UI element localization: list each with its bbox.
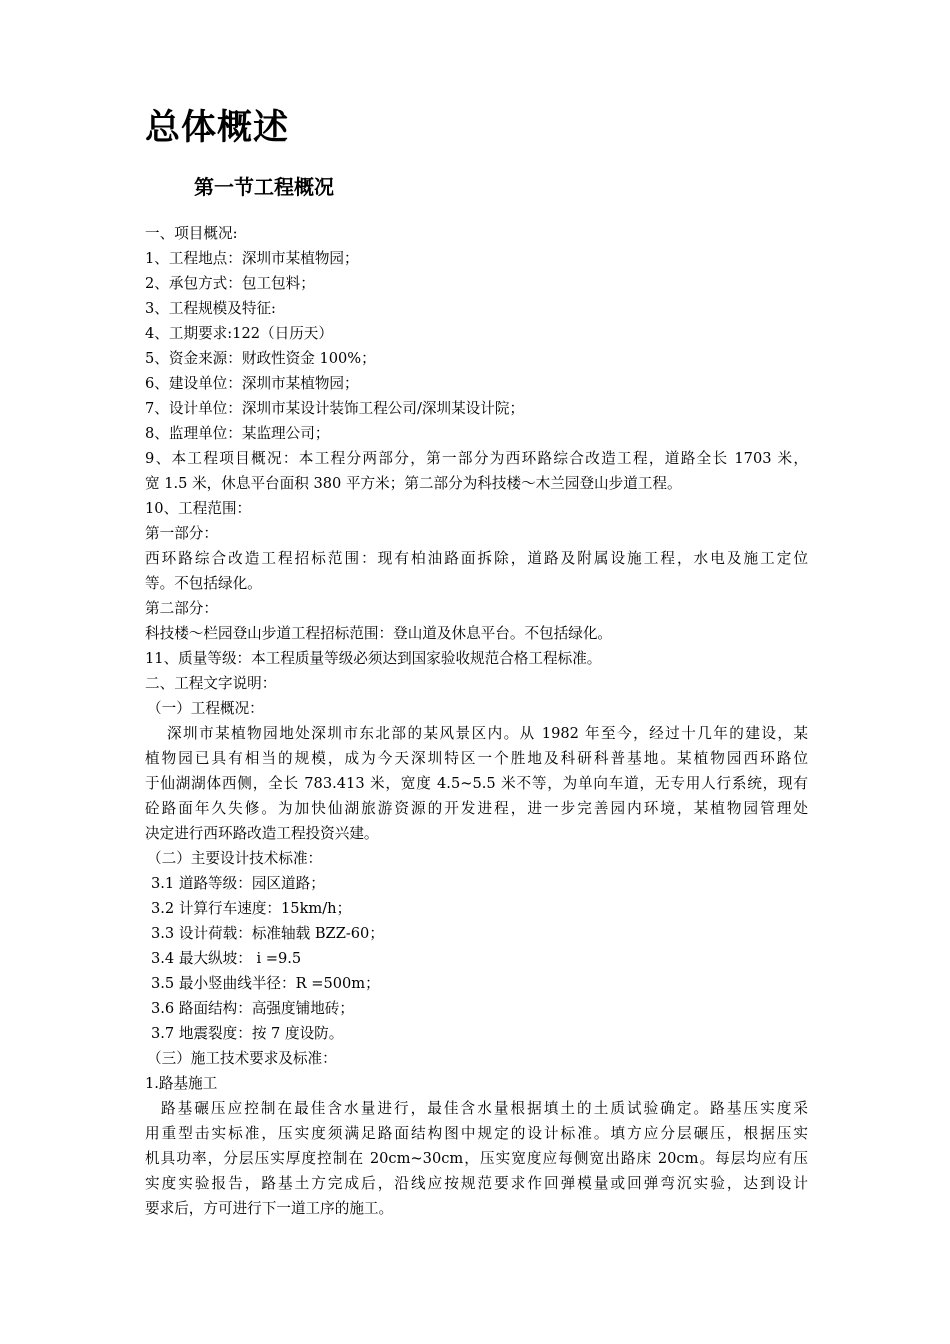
text-line: 植物园已具有相当的规模，成为今天深圳特区一个胜地及科研科普基地。某植物园西环路位 <box>145 750 808 767</box>
document-body <box>145 221 808 1221</box>
text-line: 于仙湖湖体西侧，全长 783.413 米，宽度 4.5~5.5 米不等，为单向车道，无专用人行系统，现有 <box>145 775 808 792</box>
text-line: 宽 1.5 米，休息平台面积 380 平方米；第二部分为科技楼～木兰园登山步道工程。 <box>145 475 682 492</box>
text-line: 8、监理单位：某监理公司； <box>145 425 330 442</box>
text-line: 5、资金来源：财政性资金 100%； <box>145 350 376 367</box>
text-line: （三）施工技术要求及标准： <box>147 1050 337 1067</box>
text-line: 6、建设单位：深圳市某植物园； <box>145 375 359 392</box>
text-line: 第一部分： <box>145 525 218 542</box>
text-line: 西环路综合改造工程招标范围：现有柏油路面拆除，道路及附属设施工程，水电及施工定位 <box>145 550 808 567</box>
text-line: 3.2 计算行车速度：15km/h； <box>151 900 352 917</box>
text-line: 要求后，方可进行下一道工序的施工。 <box>145 1200 394 1217</box>
text-line: 砼路面年久失修。为加快仙湖旅游资源的开发进程，进一步完善园内环境，某植物园管理处 <box>145 800 808 817</box>
text-line: 1、工程地点：深圳市某植物园； <box>145 250 359 267</box>
text-line: 7、设计单位：深圳市某设计装饰工程公司/深圳某设计院； <box>145 400 525 417</box>
text-line: 深圳市某植物园地处深圳市东北部的某风景区内。从 1982 年至今，经过十几年的建设，某 <box>167 725 808 742</box>
text-line: 3、工程规模及特征: <box>145 300 276 317</box>
text-line: 实度实验报告，路基土方完成后，沿线应按规范要求作回弹模量或回弹弯沉实验，达到设计 <box>145 1175 808 1192</box>
text-line: 9、本工程项目概况：本工程分两部分，第一部分为西环路综合改造工程，道路全长 1703 米， <box>145 450 808 467</box>
text-line: 11、质量等级：本工程质量等级必须达到国家验收规范合格工程标准。 <box>145 650 602 667</box>
text-line: 路基碾压应控制在最佳含水量进行，最佳含水量根据填土的土质试验确定。路基压实度采 <box>161 1100 808 1117</box>
text-line: 科技楼～栏园登山步道工程招标范围：登山道及休息平台。不包括绿化。 <box>145 625 613 642</box>
text-line: 3.6 路面结构：高强度铺地砖； <box>151 1000 354 1017</box>
text-line: 3.3 设计荷载：标准轴载 BZZ-60； <box>151 925 384 942</box>
text-line: 1.路基施工 <box>145 1075 218 1092</box>
text-line: 一、项目概况: <box>145 225 238 242</box>
text-line: 二、工程文字说明： <box>145 675 277 692</box>
text-line: （二）主要设计技术标准： <box>147 850 323 867</box>
text-line: 3.5 最小竖曲线半径：R =500m； <box>151 975 380 992</box>
text-line: 3.4 最大纵坡： i =9.5 <box>151 950 302 967</box>
text-line: 3.7 地震裂度：按 7 度设防。 <box>151 1025 344 1042</box>
text-line: 机具功率，分层压实厚度控制在 20cm~30cm，压实宽度应每侧宽出路床 20cm。每层均应有压 <box>145 1150 808 1167</box>
text-line: 决定进行西环路改造工程投资兴建。 <box>145 825 379 842</box>
text-line: 10、工程范围： <box>145 500 252 517</box>
text-line: 第二部分： <box>145 600 218 617</box>
text-line: 等。不包括绿化。 <box>145 575 262 592</box>
text-line: 2、承包方式：包工包料； <box>145 275 315 292</box>
text-line: 4、工期要求:122（日历天） <box>145 325 333 342</box>
section-heading: 第一节工程概况 <box>194 175 334 199</box>
text-line: （一）工程概况： <box>147 700 264 717</box>
text-line: 3.1 道路等级：园区道路； <box>151 875 325 892</box>
text-line: 用重型击实标准，压实度须满足路面结构图中规定的设计标准。填方应分层碾压，根据压实 <box>145 1125 808 1142</box>
document-title: 总体概述 <box>145 108 290 148</box>
